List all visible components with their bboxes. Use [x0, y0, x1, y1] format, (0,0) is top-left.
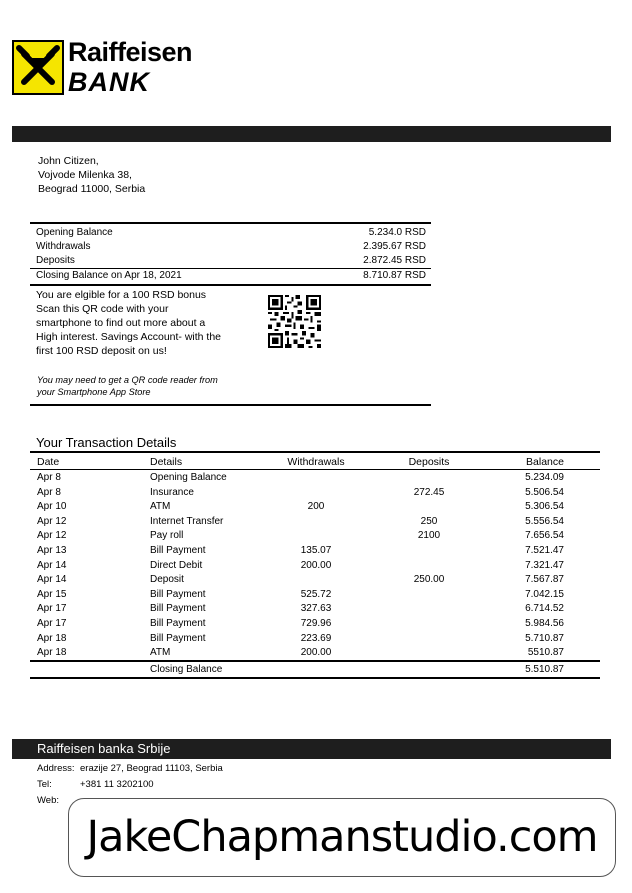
- transactions-title: Your Transaction Details: [36, 435, 177, 450]
- promo-line: High interest. Savings Account- with the: [36, 331, 222, 343]
- cell-details: ATM: [150, 501, 171, 513]
- col-header-details: Details: [150, 456, 183, 468]
- cell-date: Apr 8: [37, 486, 61, 498]
- customer-street: Vojvode Milenka 38,: [38, 169, 132, 181]
- summary-top-rule: [30, 222, 431, 224]
- col-header-balance: Balance: [526, 456, 564, 468]
- promo-line: Scan this QR code with your: [36, 303, 169, 315]
- qr-code-icon[interactable]: [268, 295, 321, 348]
- cell-details: Bill Payment: [150, 545, 206, 556]
- cell-withdrawals: 327.63: [300, 603, 332, 615]
- summary-row: [36, 254, 426, 268]
- watermark-banner: JakeChapmanstudio.com: [68, 798, 616, 877]
- cell-withdrawals: 223.69: [300, 632, 332, 644]
- cell-date: Apr 18: [37, 647, 67, 659]
- cell-withdrawals: 135.07: [300, 545, 332, 556]
- cell-balance: 5510.87: [527, 647, 564, 659]
- cell-withdrawals: 200: [307, 501, 325, 513]
- cell-details: Bill Payment: [150, 618, 206, 629]
- table-closing-rule: [30, 660, 600, 662]
- cell-details: Bill Payment: [150, 603, 206, 615]
- cell-balance: 5.556.54: [525, 515, 564, 527]
- cell-balance: 5.710.87: [525, 632, 564, 644]
- cell-deposits: 272.45: [413, 486, 445, 498]
- summary-label: Deposits: [36, 255, 75, 266]
- cell-balance: 6.714.52: [525, 603, 564, 615]
- summary-row: [36, 240, 426, 254]
- cell-balance: 7.321.47: [525, 559, 564, 571]
- cell-withdrawals: 525.72: [300, 588, 332, 600]
- cell-details: Bill Payment: [150, 588, 206, 600]
- cell-date: Apr 17: [37, 618, 67, 629]
- promo-line: smartphone to find out more about a: [36, 317, 206, 329]
- footer-title: Raiffeisen banka Srbije: [37, 741, 171, 756]
- summary-label: Closing Balance on Apr 18, 2021: [36, 270, 182, 281]
- closing-balance-label: Closing Balance: [150, 664, 223, 675]
- bank-logo-icon: [12, 40, 64, 95]
- cell-details: ATM: [150, 647, 171, 659]
- promo-line: first 100 RSD deposit on us!: [36, 345, 167, 357]
- cell-date: Apr 10: [37, 501, 67, 513]
- footer-address-label: Address:: [37, 763, 75, 774]
- col-header-date: Date: [37, 456, 60, 468]
- cell-details: Deposit: [150, 574, 184, 586]
- summary-row-closing: [36, 269, 426, 283]
- cell-date: Apr 18: [37, 632, 67, 644]
- cell-details: Opening Balance: [150, 472, 227, 483]
- promo-line: You are elgible for a 100 RSD bonus: [36, 289, 207, 301]
- table-top-rule: [30, 451, 600, 453]
- cell-balance: 7.656.54: [525, 530, 564, 542]
- cell-date: Apr 12: [37, 515, 67, 527]
- cell-withdrawals: 729.96: [300, 618, 332, 629]
- summary-row: [36, 226, 426, 240]
- summary-value: 8.710.87 RSD: [363, 270, 426, 281]
- cell-withdrawals: 200.00: [300, 647, 332, 659]
- promo-note: your Smartphone App Store: [37, 387, 151, 397]
- col-header-withdrawals: Withdrawals: [287, 456, 345, 468]
- closing-balance-value: 5.510.87: [525, 664, 564, 675]
- cell-balance: 7.042.15: [525, 588, 564, 600]
- customer-city: Beograd 11000, Serbia: [38, 183, 146, 195]
- summary-value: 5.234.0 RSD: [368, 227, 426, 238]
- summary-value: 2.872.45 RSD: [363, 255, 426, 266]
- footer-address: erazije 27, Beograd 11103, Serbia: [80, 763, 223, 774]
- cell-balance: 5.506.54: [525, 486, 564, 498]
- cell-balance: 7.567.87: [525, 574, 564, 586]
- cell-date: Apr 13: [37, 545, 67, 556]
- cell-date: Apr 15: [37, 588, 67, 600]
- cell-details: Bill Payment: [150, 632, 206, 644]
- bank-name: Raiffeisen: [68, 37, 193, 67]
- header-bar: [12, 126, 611, 142]
- cell-balance: 5.306.54: [525, 501, 564, 513]
- summary-bottom-rule: [30, 284, 431, 286]
- cell-withdrawals: 200.00: [300, 559, 332, 571]
- cell-details: Insurance: [150, 486, 194, 498]
- cell-details: Direct Debit: [150, 559, 203, 571]
- footer-web-label: Web:: [37, 795, 60, 806]
- cell-details: Internet Transfer: [150, 515, 224, 527]
- col-header-deposits: Deposits: [408, 456, 450, 468]
- customer-name: John Citizen,: [38, 155, 99, 167]
- cell-balance: 5.234.09: [525, 472, 564, 483]
- promo-note: You may need to get a QR code reader from: [37, 375, 218, 385]
- promo-bottom-rule: [30, 404, 431, 406]
- cell-date: Apr 14: [37, 574, 67, 586]
- cell-deposits: 250: [420, 515, 438, 527]
- cell-date: Apr 14: [37, 559, 67, 571]
- summary-label: Opening Balance: [36, 227, 113, 238]
- cell-details: Pay roll: [150, 530, 184, 542]
- summary-label: Withdrawals: [36, 241, 91, 252]
- footer-tel-label: Tel:: [37, 779, 52, 790]
- cell-date: Apr 8: [37, 472, 61, 483]
- cell-date: Apr 12: [37, 530, 67, 542]
- cell-balance: 5.984.56: [525, 618, 564, 629]
- footer-tel: +381 11 3202100: [80, 779, 154, 790]
- cell-date: Apr 17: [37, 603, 67, 615]
- cell-balance: 7.521.47: [525, 545, 564, 556]
- summary-value: 2.395.67 RSD: [363, 241, 426, 252]
- table-bottom-rule: [30, 677, 600, 679]
- cell-deposits: 2100: [417, 530, 441, 542]
- cell-deposits: 250.00: [413, 574, 445, 586]
- table-header-rule: [30, 469, 600, 470]
- bank-subtitle: BANK: [68, 67, 150, 97]
